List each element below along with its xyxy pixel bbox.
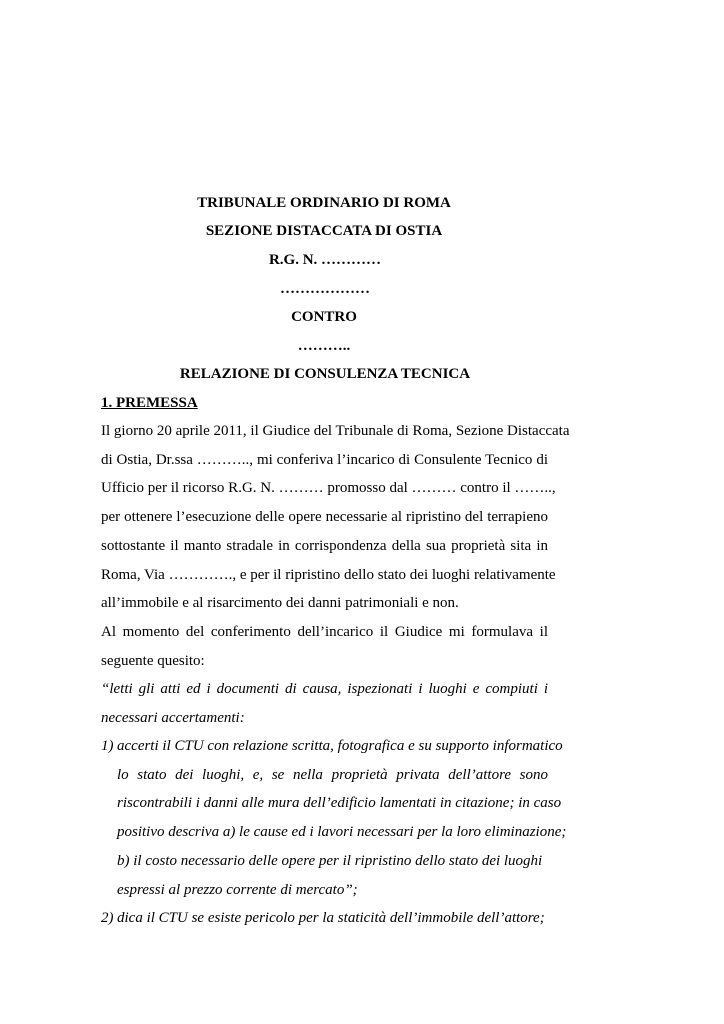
text-line: espressi al prezzo corrente di mercato”; <box>117 881 358 898</box>
text-line: riscontrabili i danni alle mura dell’edificio lamentati in citazione; in caso <box>117 795 562 812</box>
text-line: all’immobile e al risarcimento dei danni patrimoniali e non. <box>101 595 459 612</box>
text-line: sottostante il manto stradale in corrispondenza della sua proprietà sita in <box>101 537 548 554</box>
text-line: Al momento del conferimento dell’incarico il Giudice mi formulava il <box>101 624 548 640</box>
paragraph-assignment <box>101 417 570 618</box>
list-item-body <box>117 904 548 933</box>
list-item-number: 1) <box>101 738 114 754</box>
paragraph-question-intro <box>101 618 548 675</box>
text-line: “letti gli atti ed i documenti di causa, ispezionati i luoghi e compiuti i <box>101 681 548 697</box>
text-line: b) il costo necessario delle opere per il ripristino dello stato dei luoghi <box>117 852 543 869</box>
document-page: TRIBUNALE ORDINARIO DI ROMA SEZIONE DISTACCATA DI OSTIA R.G. N. ………… ……………… CONTRO ……….. RELAZIONE DI CONSULENZA TECNICA 1. PREMESSA Il giorno 20 aprile 2011, il Giudice del Tribunale di Roma, Sezione Distaccata di Ostia, Dr.ssa ……….., mi conferiva l’incarico di Consulente Tecnico di Ufficio per il ricorso R.G. N. ……… promosso dal ……… contro il …….., per ottenere l’esecuzione delle opere necessarie al ripristino del terrapieno sottostante il manto stradale in corrispondenza della sua proprietà sita in Roma, Via …………., e per il ripristino dello stato dei luoghi relativamente all’immobile e al risarcimento dei danni patrimoniali e non. Al momento del conferimento dell’incarico il Giudice mi formulava il seguente quesito: “letti gli atti ed i documenti di causa, ispezionati i luoghi e compiuti i necessari accertamenti: 1) accerti il CTU con relazione scritta, fotografica e su supporto informatico lo stato dei luoghi, e, se nella proprietà privata dell’attore sono riscontrabili i danni alle mura dell’edificio lamentati in citazione; in caso positivo descriva a) le cause ed i lavori necessari per la loro eliminazione; b) il costo necessario delle opere per il ripristino dello stato dei luoghi espressi al prezzo corrente di mercato”; 2) dica il CTU se esiste pericolo per la staticità dell’immobile dell’attore; <box>0 0 724 1024</box>
text-line: necessari accertamenti: <box>101 709 245 726</box>
text-line: Ufficio per il ricorso R.G. N. ……… promosso dal ……… contro il …….., <box>101 480 556 497</box>
section-title-premessa: 1. PREMESSA <box>101 395 198 411</box>
text-line: dica il CTU se esiste pericolo per la staticità dell’immobile dell’attore; <box>117 910 545 926</box>
text-line: Il giorno 20 aprile 2011, il Giudice del Tribunale di Roma, Sezione Distaccata <box>101 423 570 439</box>
text-line: lo stato dei luoghi, e, se nella proprietà privata dell’attore sono <box>117 766 548 783</box>
text-line: seguente quesito: <box>101 652 205 669</box>
text-line: positivo descriva a) le cause ed i lavori necessari per la loro eliminazione; <box>117 824 567 841</box>
list-item-body <box>117 732 567 904</box>
text-line: di Ostia, Dr.ssa ……….., mi conferiva l’incarico di Consulente Tecnico di <box>101 451 548 468</box>
list-item-number: 2) <box>101 910 114 926</box>
text-line: Roma, Via …………., e per il ripristino dello stato dei luoghi relativamente <box>101 566 556 583</box>
text-line: per ottenere l’esecuzione delle opere necessarie al ripristino del terrapieno <box>101 509 548 526</box>
quote-intro <box>101 675 548 732</box>
text-line: accerti il CTU con relazione scritta, fotografica e su supporto informatico <box>117 738 563 754</box>
